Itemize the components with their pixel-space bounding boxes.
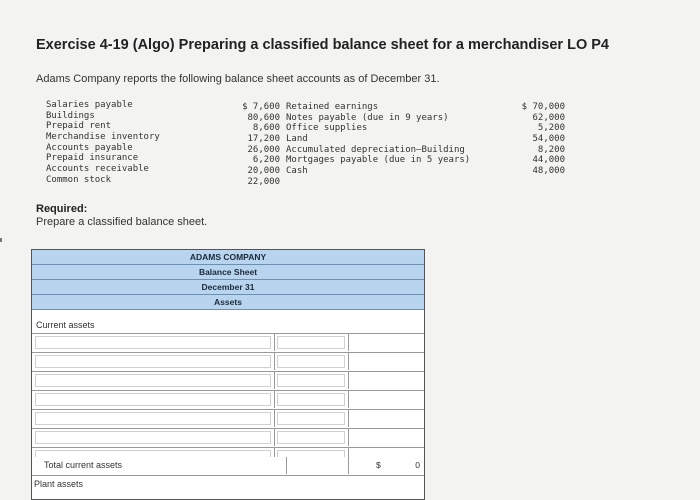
account-name: Accumulated depreciation—Building xyxy=(286,144,465,155)
side-marker xyxy=(0,238,2,242)
account-input[interactable] xyxy=(35,374,271,387)
accounts-left-names xyxy=(46,100,160,186)
account-value: 20,000 xyxy=(247,166,280,177)
amount-input[interactable] xyxy=(277,393,345,406)
account-name: Salaries payable xyxy=(46,100,133,110)
account-value: 48,000 xyxy=(532,166,565,177)
account-select-cell[interactable] xyxy=(32,372,275,389)
amount-cell[interactable] xyxy=(274,410,349,427)
account-value: $ 7,600 xyxy=(242,102,280,112)
exercise-intro: Adams Company reports the following balance sheet accounts as of December 31. xyxy=(36,73,440,85)
account-input[interactable] xyxy=(35,431,271,444)
account-name: Prepaid rent xyxy=(46,121,112,132)
account-name: Office supplies xyxy=(286,123,368,134)
currency-symbol: $ xyxy=(376,460,381,470)
total-cell xyxy=(348,372,424,389)
accounts-right-names xyxy=(286,102,470,177)
account-value: 26,000 xyxy=(247,144,280,155)
account-value: 22,000 xyxy=(247,176,280,187)
amount-cell[interactable] xyxy=(274,353,349,370)
amount-cell[interactable] xyxy=(274,372,349,389)
account-select-cell[interactable] xyxy=(32,334,275,351)
plant-assets-row xyxy=(32,476,424,494)
account-input[interactable] xyxy=(35,336,271,349)
header-statement: Balance Sheet xyxy=(32,265,424,280)
amount-cell[interactable] xyxy=(274,391,349,408)
amount-input[interactable] xyxy=(277,412,345,425)
account-value: 54,000 xyxy=(532,134,565,145)
total-cell xyxy=(348,391,424,408)
account-select-cell[interactable] xyxy=(32,429,275,446)
account-value: 80,600 xyxy=(247,112,280,123)
account-value: 6,200 xyxy=(252,155,280,166)
table-row xyxy=(32,429,424,448)
account-value: 62,000 xyxy=(532,112,565,123)
plant-assets-label: Plant assets xyxy=(34,479,84,489)
table-row xyxy=(32,353,424,372)
total-current-assets-row xyxy=(32,457,424,476)
table-row xyxy=(32,391,424,410)
total-cell xyxy=(348,429,424,446)
account-name: Accounts receivable xyxy=(46,164,149,175)
account-name: Notes payable (due in 9 years) xyxy=(286,112,449,123)
accounts-left-values xyxy=(236,102,280,188)
account-name: Retained earnings xyxy=(286,102,379,112)
exercise-title: Exercise 4-19 (Algo) Preparing a classified balance sheet for a merchandiser LO P4 xyxy=(36,37,609,53)
account-name: Buildings xyxy=(46,110,95,121)
total-current-assets-value: 0 xyxy=(415,460,420,470)
amount-cell[interactable] xyxy=(274,334,349,351)
account-value: 8,200 xyxy=(537,144,565,155)
total-cell xyxy=(348,410,424,427)
account-name: Merchandise inventory xyxy=(46,132,160,143)
total-current-assets-label: Total current assets xyxy=(32,457,287,474)
amount-cell[interactable] xyxy=(274,429,349,446)
account-name: Cash xyxy=(286,166,308,177)
account-value: 17,200 xyxy=(247,134,280,145)
account-input[interactable] xyxy=(35,393,271,406)
account-value: 5,200 xyxy=(537,123,565,134)
account-name: Accounts payable xyxy=(46,142,133,153)
account-name: Mortgages payable (due in 5 years) xyxy=(286,155,471,166)
account-value: 44,000 xyxy=(532,155,565,166)
table-row xyxy=(32,334,424,353)
amount-input[interactable] xyxy=(277,336,345,349)
total-current-assets-cell xyxy=(348,457,424,474)
account-input[interactable] xyxy=(35,412,271,425)
account-name: Land xyxy=(286,134,308,145)
amount-input[interactable] xyxy=(277,431,345,444)
required-text: Prepare a classified balance sheet. xyxy=(36,216,208,228)
amount-input[interactable] xyxy=(277,355,345,368)
table-row xyxy=(32,410,424,429)
account-select-cell[interactable] xyxy=(32,391,275,408)
account-name: Prepaid insurance xyxy=(46,153,139,164)
account-input[interactable] xyxy=(35,355,271,368)
required-heading: Required: xyxy=(36,203,88,215)
balance-sheet-worksheet xyxy=(31,249,425,500)
total-cell xyxy=(348,334,424,351)
accounts-right-values xyxy=(515,102,565,177)
header-company: ADAMS COMPANY xyxy=(32,250,424,265)
header-section: Assets xyxy=(32,295,424,310)
amount-input[interactable] xyxy=(277,374,345,387)
account-value: 8,600 xyxy=(252,123,280,134)
current-assets-label: Current assets xyxy=(32,315,424,334)
account-select-cell[interactable] xyxy=(32,410,275,427)
blank-cell xyxy=(274,457,349,474)
account-value: $ 70,000 xyxy=(521,102,565,112)
account-select-cell[interactable] xyxy=(32,353,275,370)
account-name: Common stock xyxy=(46,174,112,185)
total-cell xyxy=(348,353,424,370)
header-date: December 31 xyxy=(32,280,424,295)
table-row xyxy=(32,372,424,391)
